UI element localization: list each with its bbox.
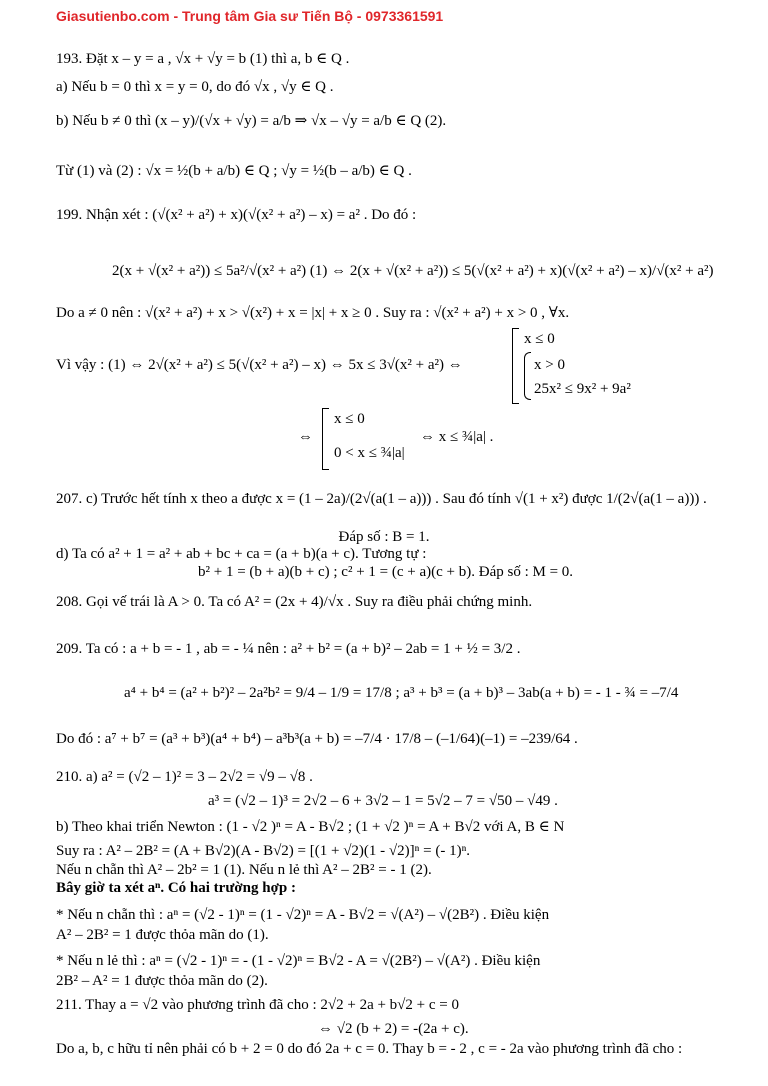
problem-211-conclusion: Do a, b, c hữu tỉ nên phải có b + 2 = 0 do đó 2a + c = 0. Thay b = - 2 , c = - 2a vào phương trình đã cho : xyxy=(56,1041,683,1057)
system-brace-1 xyxy=(524,352,531,400)
problem-210a: 210. a) a² = (√2 – 1)² = 3 – 2√2 = √9 – √8 . xyxy=(56,769,313,785)
problem-209-setup: 209. Ta có : a + b = - 1 , ab = - ¼ nên : a² + b² = (a + b)² – 2ab = 1 + ½ = 3/2 . xyxy=(56,641,521,657)
problem-209-result: Do đó : a⁷ + b⁷ = (a³ + b³)(a⁴ + b⁴) – a³b³(a + b) = –7/4 · 17/8 – (–1/64)(–1) = –239/64 . xyxy=(56,731,578,747)
page-header: Giasutienbo.com - Trung tâm Gia sư Tiến Bộ - 0973361591 xyxy=(56,8,444,24)
problem-199-equivalence: Vì vậy : (1) ⇔ 2√(x² + a²) ≤ 5(√(x² + a²) – x) ⇔ 5x ≤ 3√(x² + a²) ⇔ xyxy=(56,357,463,373)
problem-209-powers: a⁴ + b⁴ = (a² + b²)² – 2a²b² = 9/4 – 1/9 = 17/8 ; a³ + b³ = (a + b)³ – 3ab(a + b) = - 1 - ¾ = –7/4 xyxy=(124,685,679,701)
system-1-line-3: 25x² ≤ 9x² + 9a² xyxy=(534,381,631,397)
problem-193-case-a: a) Nếu b = 0 thì x = y = 0, do đó √x , √y ∈ Q . xyxy=(56,79,334,95)
system-bracket-1 xyxy=(512,328,519,404)
system-2-line-2: 0 < x ≤ ¾|a| xyxy=(334,445,405,461)
problem-208: 208. Gọi vế trái là A > 0. Ta có A² = (2x + 4)/√x . Suy ra điều phải chứng minh. xyxy=(56,594,533,610)
problem-211-substitution: 211. Thay a = √2 vào phương trình đã cho : 2√2 + 2a + b√2 + c = 0 xyxy=(56,997,459,1013)
problem-210b-cases-heading: Bây giờ ta xét aⁿ. Có hai trường hợp : xyxy=(56,880,296,896)
system-1-line-2: x > 0 xyxy=(534,357,565,373)
problem-207d-answer: b² + 1 = (b + a)(b + c) ; c² + 1 = (c + a)(c + b). Đáp số : M = 0. xyxy=(198,564,574,580)
problem-210b: b) Theo khai triển Newton : (1 - √2 )ⁿ = A - B√2 ; (1 + √2 )ⁿ = A + B√2 với A, B ∈ N xyxy=(56,819,565,835)
problem-199-equiv-sign: ⇔ xyxy=(298,429,313,445)
problem-210a-cube: a³ = (√2 – 1)³ = 2√2 – 6 + 3√2 – 1 = 5√2 – 7 = √50 – √49 . xyxy=(208,793,558,809)
system-2-line-1: x ≤ 0 xyxy=(334,411,365,427)
problem-193-setup: 193. Đặt x – y = a , √x + √y = b (1) thì a, b ∈ Q . xyxy=(56,51,350,67)
problem-193-case-b: b) Nếu b ≠ 0 thì (x – y)/(√x + √y) = a/b ⇒ √x – √y = a/b ∈ Q (2). xyxy=(56,113,447,129)
problem-210b-even-condition: A² – 2B² = 1 được thỏa mãn do (1). xyxy=(56,927,269,943)
problem-207c: 207. c) Trước hết tính x theo a được x = (1 – 2a)/(2√(a(1 – a))) . Sau đó tính √(1 + x²) được 1/(2√(a(1 – a))) . xyxy=(56,491,707,507)
system-1-line-1: x ≤ 0 xyxy=(524,331,555,347)
problem-199-inequality: 2(x + √(x² + a²)) ≤ 5a²/√(x² + a²) (1) ⇔ 2(x + √(x² + a²)) ≤ 5(√(x² + a²) + x)(√(x² + a²) – x)/√(x² + a²) xyxy=(112,263,714,279)
problem-193-conclusion: Từ (1) và (2) : √x = ½(b + a/b) ∈ Q ; √y = ½(b – a/b) ∈ Q . xyxy=(56,163,412,179)
problem-199-result: ⇔ x ≤ ¾|a| . xyxy=(420,429,494,445)
problem-210b-odd-case: * Nếu n lẻ thì : aⁿ = (√2 - 1)ⁿ = - (1 - √2)ⁿ = B√2 - A = √(2B²) – √(A²) . Điều kiện xyxy=(56,953,541,969)
problem-199-positivity: Do a ≠ 0 nên : √(x² + a²) + x > √(x²) + x = |x| + x ≥ 0 . Suy ra : √(x² + a²) + x > 0 , ∀x. xyxy=(56,305,570,321)
problem-207c-answer: Đáp số : B = 1. xyxy=(338,529,430,545)
problem-210b-identity: Suy ra : A² – 2B² = (A + B√2)(A - B√2) = [(1 + √2)(1 - √2)]ⁿ = (- 1)ⁿ. xyxy=(56,843,471,859)
problem-211-equivalence: ⇔ √2 (b + 2) = -(2a + c). xyxy=(318,1021,469,1037)
problem-207d: d) Ta có a² + 1 = a² + ab + bc + ca = (a + b)(a + c). Tương tự : xyxy=(56,546,427,562)
problem-199-remark: 199. Nhận xét : (√(x² + a²) + x)(√(x² + a²) – x) = a² . Do đó : xyxy=(56,207,417,223)
problem-210b-odd-condition: 2B² – A² = 1 được thỏa mãn do (2). xyxy=(56,973,268,989)
system-bracket-2 xyxy=(322,408,329,470)
problem-210b-parity: Nếu n chẵn thì A² – 2b² = 1 (1). Nếu n lẻ thì A² – 2B² = - 1 (2). xyxy=(56,862,432,878)
problem-210b-even-case: * Nếu n chẵn thì : aⁿ = (√2 - 1)ⁿ = (1 - √2)ⁿ = A - B√2 = √(A²) – √(2B²) . Điều kiện xyxy=(56,907,550,923)
